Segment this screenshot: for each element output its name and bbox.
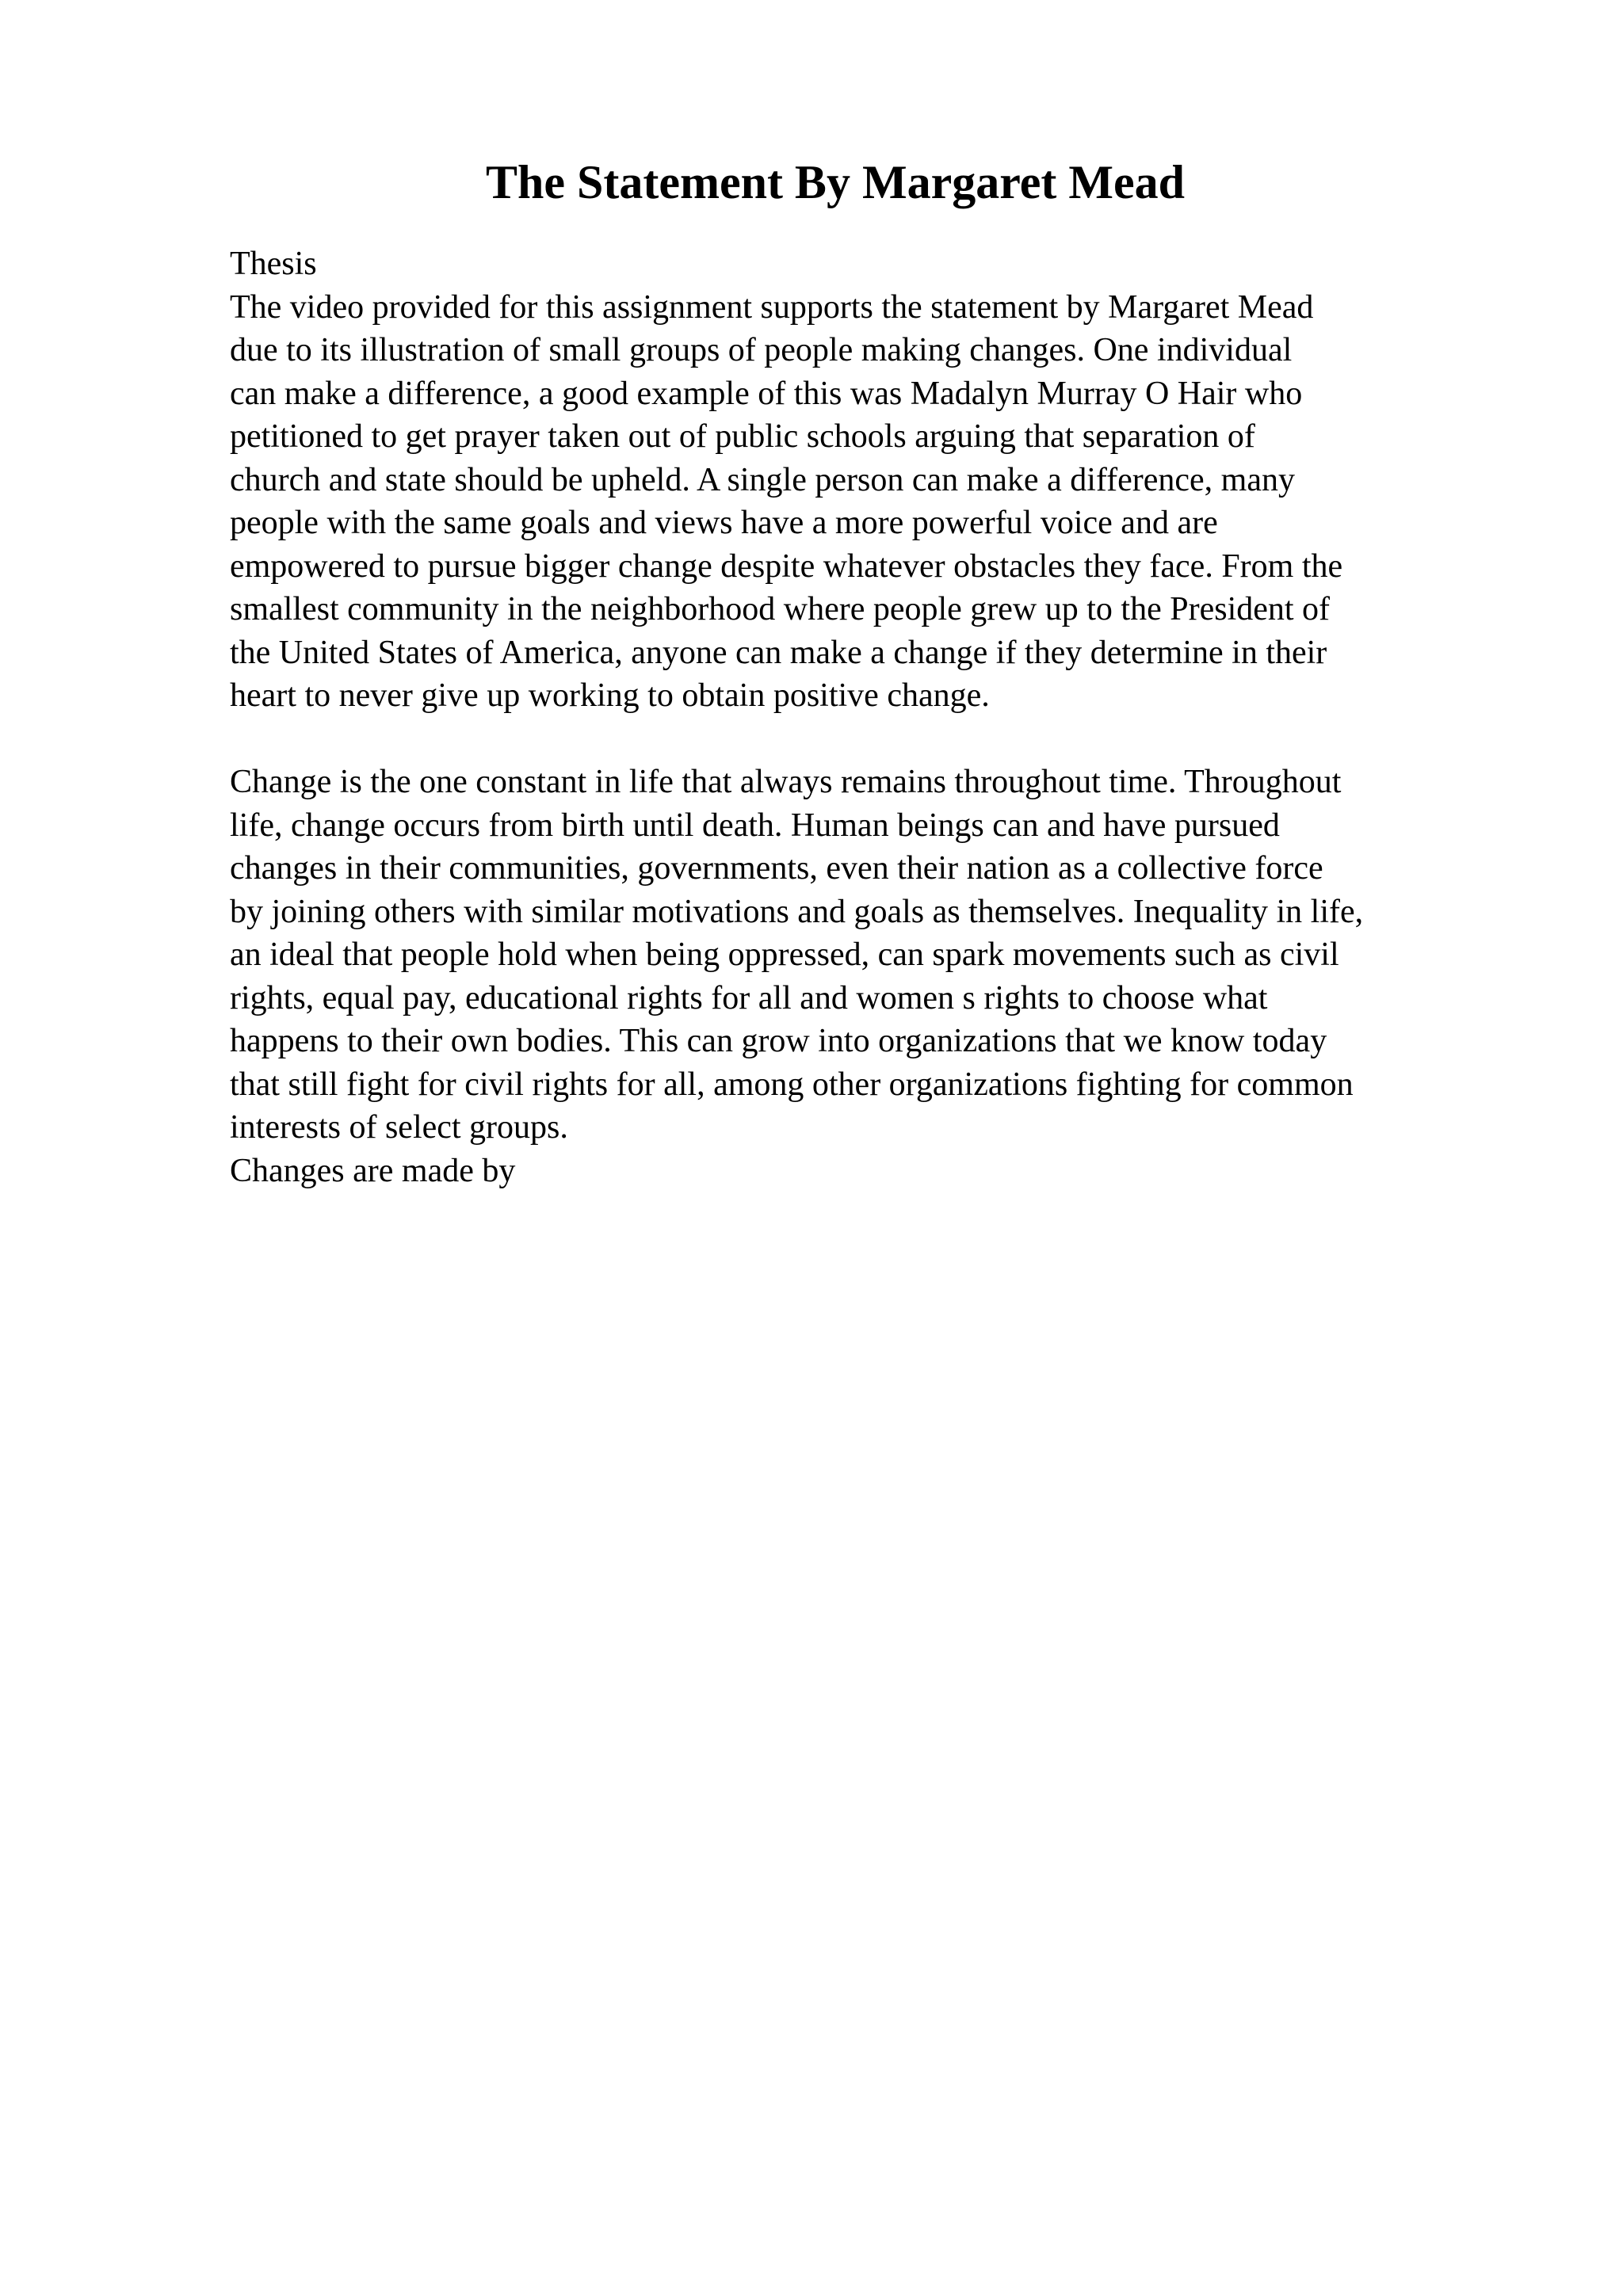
section-heading-thesis: Thesis — [230, 246, 317, 282]
paragraph-1-line: due to its illustration of small groups of people making changes. One individual — [230, 332, 1293, 368]
paragraph-1-line: the United States of America, anyone can make a change if they determine in their — [230, 634, 1327, 671]
paragraph-2-line: changes in their communities, governments, even their nation as a collective force — [230, 850, 1323, 887]
paragraph-2-line: happens to their own bodies. This can grow into organizations that we know today — [230, 1023, 1327, 1059]
paragraph-1-line: petitioned to get prayer taken out of public schools arguing that separation of — [230, 418, 1255, 455]
paragraph-2-line: that still fight for civil rights for all, among other organizations fighting for common — [230, 1066, 1354, 1103]
document-body — [230, 242, 1514, 1192]
paragraph-1-line: The video provided for this assignment supports the statement by Margaret Mead — [230, 288, 1314, 326]
paragraph-2-line: by joining others with similar motivations and goals as themselves. Inequality in life, — [230, 893, 1364, 930]
document-title: The Statement By Margaret Mead — [485, 156, 1185, 208]
paragraph-2-line: Change is the one constant in life that always remains throughout time. Throughout — [230, 764, 1342, 800]
paragraph-1-line: church and state should be upheld. A single person can make a difference, many — [230, 461, 1295, 498]
paragraph-1 — [230, 286, 1514, 718]
paragraph-1-line: can make a difference, a good example of this was Madalyn Murray O Hair who — [230, 375, 1303, 412]
paragraph-spacer — [230, 718, 1514, 761]
paragraph-1-line: empowered to pursue bigger change despite whatever obstacles they face. From the — [230, 547, 1343, 585]
paragraph-2-line: interests of select groups. — [230, 1109, 568, 1146]
paragraph-2-line: an ideal that people hold when being oppressed, can spark movements such as civil — [230, 936, 1339, 973]
paragraph-1-line: heart to never give up working to obtain positive change. — [230, 677, 990, 714]
paragraph-3: Changes are made by — [230, 1152, 516, 1189]
paragraph-1-line: smallest community in the neighborhood where people grew up to the President of — [230, 591, 1331, 627]
paragraph-2-line: rights, equal pay, educational rights for all and women s rights to choose what — [230, 979, 1268, 1016]
paragraph-2 — [230, 761, 1514, 1150]
paragraph-1-line: people with the same goals and views have a more powerful voice and are — [230, 505, 1218, 541]
paragraph-2-line: life, change occurs from birth until death. Human beings can and have pursued — [230, 807, 1280, 844]
